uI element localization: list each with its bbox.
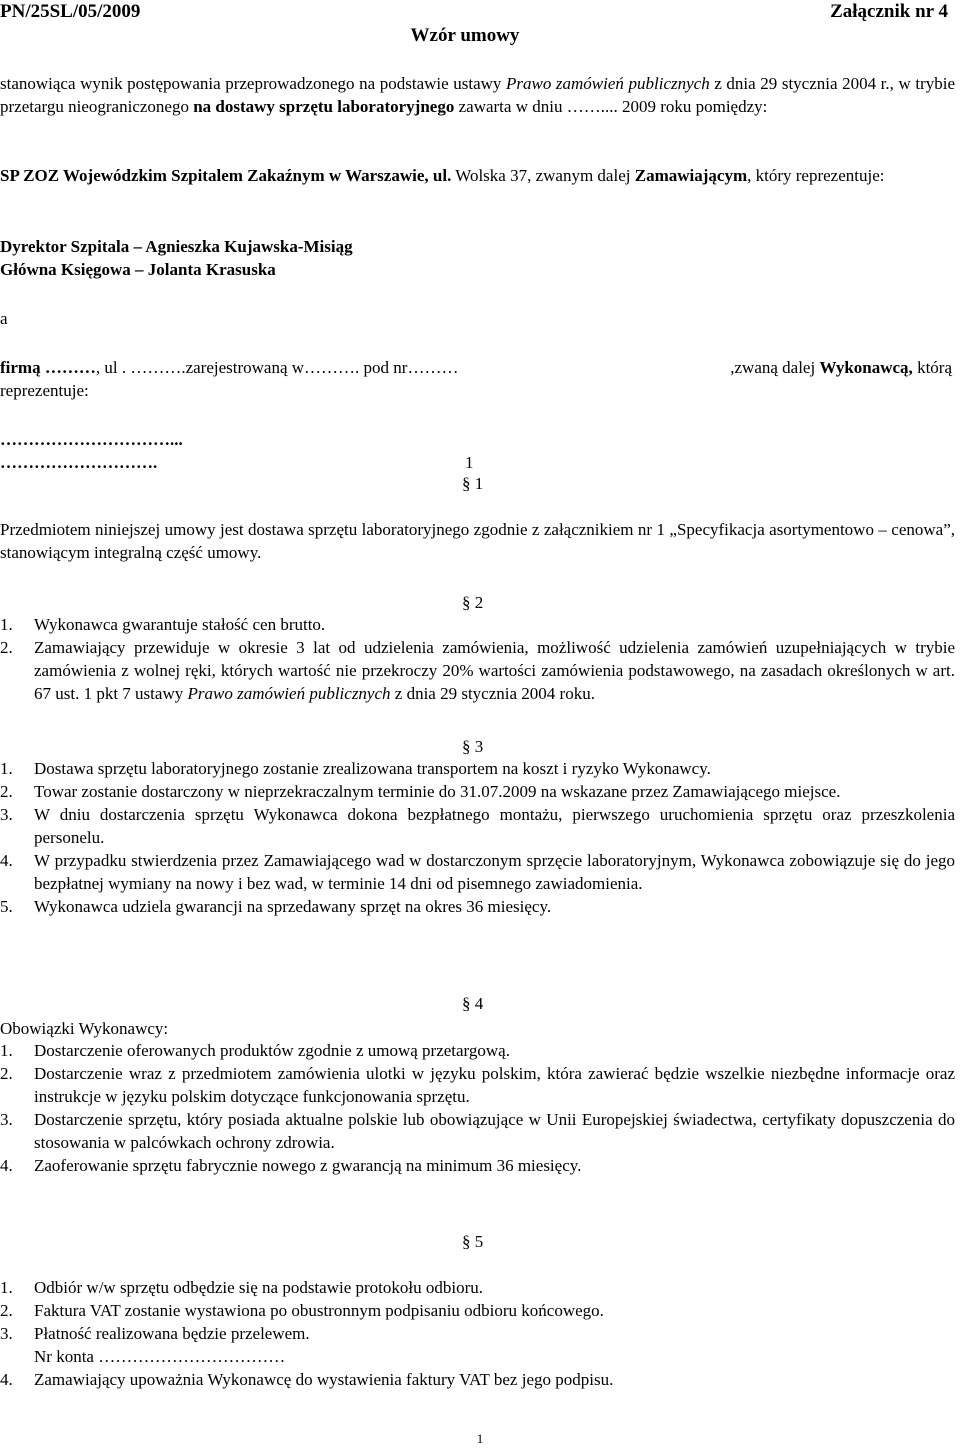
section-5-title: § 5 — [462, 1232, 484, 1251]
list-item: 1. Wykonawca gwarantuje stałość cen brutto. — [0, 615, 326, 634]
list-item: 5. Wykonawca udziela gwarancji na sprzedawany sprzęt na okres 36 miesięcy. — [0, 897, 552, 916]
list-item: 3. Dostarczenie sprzętu, który posiada aktualne polskie lub obowiązujące w Unii Europejskiej świadectwa, certyfikaty dopuszczenia do stosowania w palcówkach ochrony zdrowia. — [0, 1110, 955, 1152]
list-item: 3. W dniu dostarczenia sprzętu Wykonawca dokona bezpłatnego montażu, pierwszego uruchomienia sprzętu oraz przeszkolenia personelu. — [0, 805, 955, 847]
contract-subject: na dostawy sprzętu laboratoryjnego — [193, 97, 455, 116]
intro-text-3: zawarta w dniu …….... 2009 roku pomiędzy: — [454, 97, 768, 116]
intro-paragraph — [0, 72, 955, 118]
rep-accountant: Główna Księgowa – Jolanta Krasuska — [0, 260, 276, 279]
section-1-title: § 1 — [462, 474, 484, 493]
list-item: 2. Dostarczenie wraz z przedmiotem zamówienia ulotki w języku polskim, która zawierać będzie wszelkie niezbędne informacje oraz instrukcje w języku polskim dotyczące funkcjonowania sprzętu. — [0, 1064, 955, 1106]
conjunction: a — [0, 309, 8, 328]
rep-placeholder-3: 1 — [465, 453, 474, 472]
party-ordering-role: Zamawiającym — [634, 166, 748, 185]
section-4-intro: Obowiązki Wykonawcy: — [0, 1019, 169, 1038]
list-item: 4. Zaoferowanie sprzętu fabrycznie nowego z gwarancją na minimum 36 miesięcy. — [0, 1156, 582, 1175]
party-ordering-end: , który reprezentuje: — [747, 166, 885, 185]
party-ordering — [0, 164, 955, 187]
list-item: 2. Faktura VAT zostanie wystawiona po obustronnym podpisaniu odbioru końcowego. — [0, 1301, 604, 1320]
law-name: Prawo zamówień publicznych — [506, 74, 710, 93]
list-item: 3. Płatność realizowana będzie przelewem. — [0, 1324, 310, 1343]
list-item: 4. W przypadku stwierdzenia przez Zamawiającego wad w dostarczonym sprzęcie laboratoryjnym, Wykonawca zobowiązuje się do jego bezpłatnej wymiany na nowy i bez wad, w terminie 14 dni od pisemnego zawiadomienia. — [0, 851, 955, 893]
list-item: 1. Dostarczenie oferowanych produktów zgodnie z umową przetargową. — [0, 1041, 510, 1060]
section-5-list — [0, 1276, 955, 1391]
document-code: PN/25SL/05/2009 — [0, 1, 141, 22]
attachment-label: Załącznik nr 4 — [830, 1, 948, 22]
list-item: 2. Zamawiający przewiduje w okresie 3 lat od udzielenia zamówienia, możliwość udzielenia zamówień uzupełniających w trybie zamówienia z wolnej ręki, których wartość nie przekroczy 20% wartości zamówienia podstawowego, na zasadach określonych w art. 67 ust. 1 pkt 7 ustawy Prawo zamówień publicznych z dnia 29 stycznia 2004 roku. — [0, 638, 955, 703]
party-ordering-mid: , zwanym dalej — [527, 166, 635, 185]
party-contractor-tail: ,zwaną dalej Wykonawcą, którą — [730, 358, 952, 377]
party-contractor-role: Wykonawcą, — [819, 358, 913, 377]
list-item: Nr konta …………………………… — [34, 1347, 286, 1366]
section-4-list — [0, 1039, 955, 1177]
law-name: Prawo zamówień publicznych — [187, 684, 391, 703]
document-title: Wzór umowy — [410, 25, 520, 46]
intro-text-2: z dnia 29 stycznia 2004 r., w trybie przetargu nieograniczonego — [0, 74, 955, 116]
list-item: 1. Odbiór w/w sprzętu odbędzie się na podstawie protokołu odbioru. — [0, 1278, 483, 1297]
list-item: 1. Dostawa sprzętu laboratoryjnego zostanie zrealizowana transportem na koszt i ryzyko Wykonawcy. — [0, 759, 711, 778]
section-1-text: Przedmiotem niniejszej umowy jest dostawa sprzętu laboratoryjnego zgodnie z załącznikiem nr 1 „Specyfikacja asortymentowo – cenowa”, stanowiącym integralną część umowy. — [0, 520, 955, 562]
rep-placeholder-2: ………………………. — [0, 453, 158, 472]
list-item: 4. Zamawiający upoważnia Wykonawcę do wystawienia faktury VAT bez jego podpisu. — [0, 1370, 614, 1389]
party-ordering-address: Wolska 37 — [451, 166, 528, 185]
list-item: 2. Towar zostanie dostarczony w nieprzekraczalnym terminie do 31.07.2009 na wskazane przez Zamawiającego miejsce. — [0, 782, 841, 801]
rep-director: Dyrektor Szpitala – Agnieszka Kujawska-Misiąg — [0, 237, 353, 256]
intro-text-1: stanowiąca wynik postępowania przeprowadzonego na podstawie ustawy — [0, 74, 506, 93]
party-contractor-line2: reprezentuje: — [0, 381, 89, 400]
party-ordering-name: SP ZOZ Wojewódzkim Szpitalem Zakaźnym w Warszawie, ul. — [0, 166, 452, 185]
section-3-title: § 3 — [462, 737, 484, 756]
rep-placeholder-1: …………………………... — [0, 430, 183, 449]
party-contractor-line — [0, 359, 458, 376]
section-3-list — [0, 757, 955, 918]
section-2-list — [0, 613, 955, 705]
section-2-title: § 2 — [462, 593, 484, 612]
party-contractor-text: , ul . ……….zarejestrowaną w………. pod nr……… — [95, 358, 459, 377]
section-4-title: § 4 — [462, 994, 484, 1013]
party-contractor-firm: firmą ……… — [0, 358, 96, 377]
page-number: 1 — [476, 1431, 484, 1446]
